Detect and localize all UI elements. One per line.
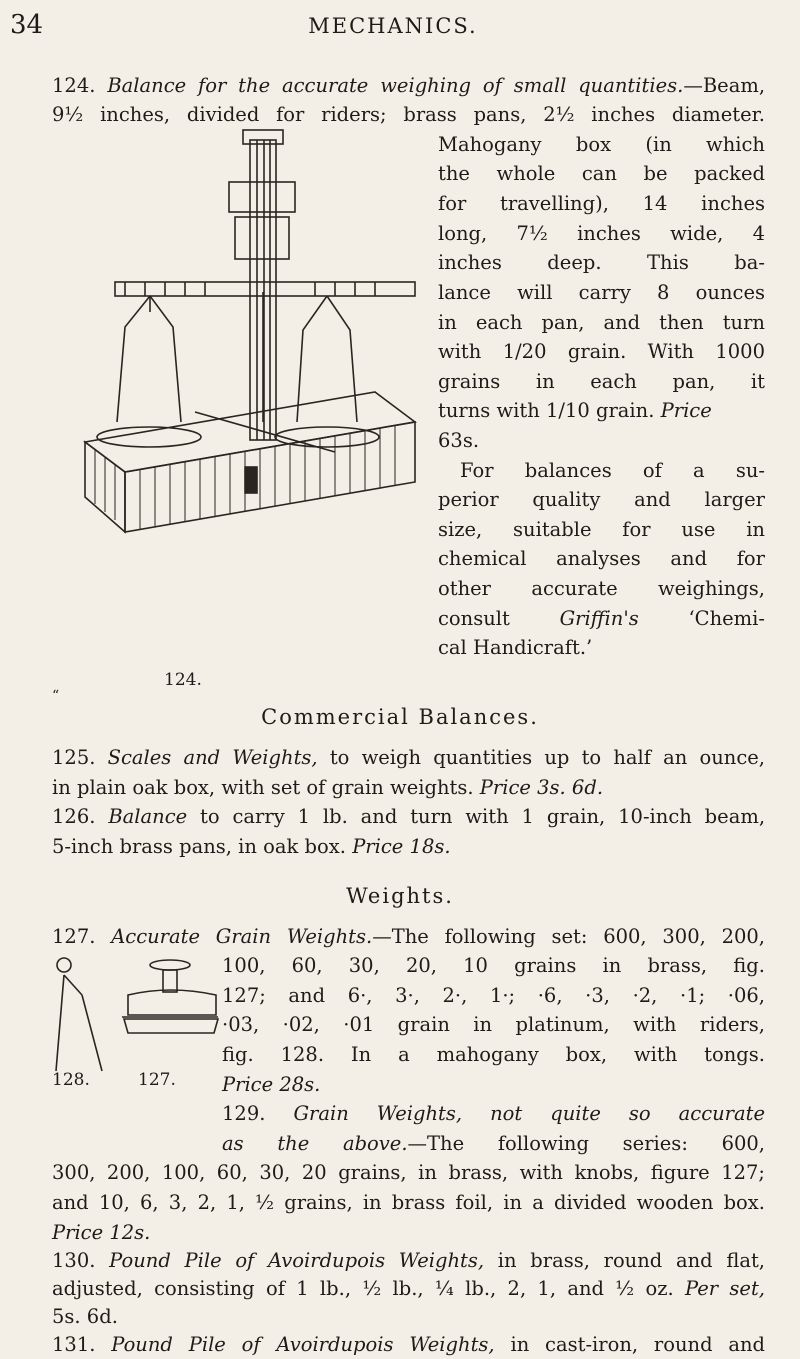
item-125-price: 3s. 6d. bbox=[537, 775, 604, 799]
figure-128-caption: 128. bbox=[52, 1069, 90, 1090]
balance-beam bbox=[115, 282, 415, 296]
page-header bbox=[10, 10, 776, 50]
item-124-line-1: 124. Balance for the accurate weighing of small quantities.—Beam, bbox=[52, 73, 766, 97]
grain-weight-figure bbox=[118, 955, 223, 1055]
figure-124-caption: 124. bbox=[164, 670, 202, 691]
section-heading-commercial-balances: Commercial Balances. bbox=[261, 704, 539, 729]
item-131-line-1: 131. Pound Pile of Avoirdupois Weights, in cast-iron, round and bbox=[52, 1333, 766, 1357]
item-129-line-4: and 10, 6, 3, 2, 1, ½ grains, in brass foil, in a divided wooden box. bbox=[52, 1191, 765, 1215]
item-130-line-1: 130. Pound Pile of Avoirdupois Weights, in brass, round and flat, bbox=[52, 1249, 766, 1273]
lower-items bbox=[52, 1247, 765, 1359]
page-number: 34 bbox=[10, 10, 44, 40]
rider-figure bbox=[52, 955, 112, 1075]
item-129-price: Price 12s. bbox=[52, 1220, 151, 1244]
item-125-line-2: in plain oak box, with set of grain weights. Price 3s. 6d. bbox=[52, 775, 604, 799]
item-126-price: 18s. bbox=[409, 834, 451, 858]
item-124-title: Balance for the accurate weighing of small quantities. bbox=[107, 73, 684, 97]
book-page: 34 MECHANICS. 124. Balance for the accurate weighing of small quantities.—Beam, 9½ inches, divided for riders; brass pans, 2½ inches diameter. Mahogany box (in which the whole can be packed for travelling), 14 inches long, 7½ inches wide, 4 inches deep. This ba- lance will carry 8 ounces in each pan, and then turn with 1/20 grain. With 1000 grains in each pan, it turns with 1/10 grain. Price 63s. For balances of a su- perior quality and larger size, suitable for use in chemical analyses and for other accurate weighings, consult Griffin's ‘Chemi- cal Handicraft.’ 124. “ Commercial Balances. 125. Scales and Weights, to weigh quantities up to half an ounce, in plain oak box, with set of grain weights. Price 3s. 6d. 126. Balance to carry 1 lb. and turn with 1 grain, 10-inch beam, 5-inch brass pans, in oak box. Price 18s. Weights. 127. Accurate Grain Weights.—The following set: 600, 300, 200, 100, 60, 30, 20, 10 grains in brass, fig. 127; and 6·, 3·, 2·, 1·; ·6, ·3, ·2, ·1; ·06, ·03, ·02, ·01 grain in platinum, with riders, fig. 128. In a mahogany box, with tongs. Price 28s. 128. 127. 129. Grain Weights, not quite so accurate as the above.—The following series: 600, 300, 200, 100, 60, 30, 20 grains, in brass, with knobs, figure 127; and 10, 6, 3, 2, 1, ½ grains, in brass foil, in a divided wooden box. Price 12s. 130. Pound Pile of Avoirdupois Weights, in brass, round and flat, adjusted, consisting of 1 lb., ½ lb., ¼ lb., 2, 1, and ½ oz. Per set, 5s. 6d. 131. Pound Pile of Avoirdupois Weights, in cast-iron, round and bbox=[0, 0, 800, 1277]
item-130-line-2: adjusted, consisting of 1 lb., ½ lb., ¼ lb., 2, 1, and ½ oz. Per set, bbox=[52, 1277, 765, 1301]
item-129-line-2: as the above.—The following series: 600, bbox=[222, 1131, 765, 1155]
griffin-reference: Griffin's bbox=[559, 606, 639, 630]
balance-figure bbox=[45, 122, 430, 582]
item-125-line-1: 125. Scales and Weights, to weigh quantities up to half an ounce, bbox=[52, 745, 766, 769]
item-124-line-2: 9½ inches, divided for riders; brass pans, 2½ inches diameter. bbox=[52, 103, 765, 127]
running-title: MECHANICS. bbox=[308, 14, 478, 38]
item-129-line-1: 129. Grain Weights, not quite so accurate bbox=[222, 1102, 765, 1126]
item-127-price: 28s. bbox=[279, 1072, 321, 1096]
item-127-line-1: 127. Accurate Grain Weights.—The following set: 600, 300, 200, bbox=[52, 924, 765, 948]
price-label: Price bbox=[660, 399, 712, 423]
figure-127-caption: 127. bbox=[138, 1069, 176, 1090]
section-heading-weights: Weights. bbox=[346, 884, 454, 909]
item-129-line-3: 300, 200, 100, 60, 30, 20 grains, in brass, with knobs, figure 127; bbox=[52, 1161, 765, 1185]
item-124-price: 63s. bbox=[438, 428, 480, 452]
stray-mark: “ bbox=[52, 688, 60, 704]
item-126-line-2: 5-inch brass pans, in oak box. Price 18s. bbox=[52, 834, 451, 858]
item-126-line-1: 126. Balance to carry 1 lb. and turn with 1 grain, 10-inch beam, bbox=[52, 805, 766, 829]
item-130-price: 5s. 6d. bbox=[52, 1305, 118, 1329]
